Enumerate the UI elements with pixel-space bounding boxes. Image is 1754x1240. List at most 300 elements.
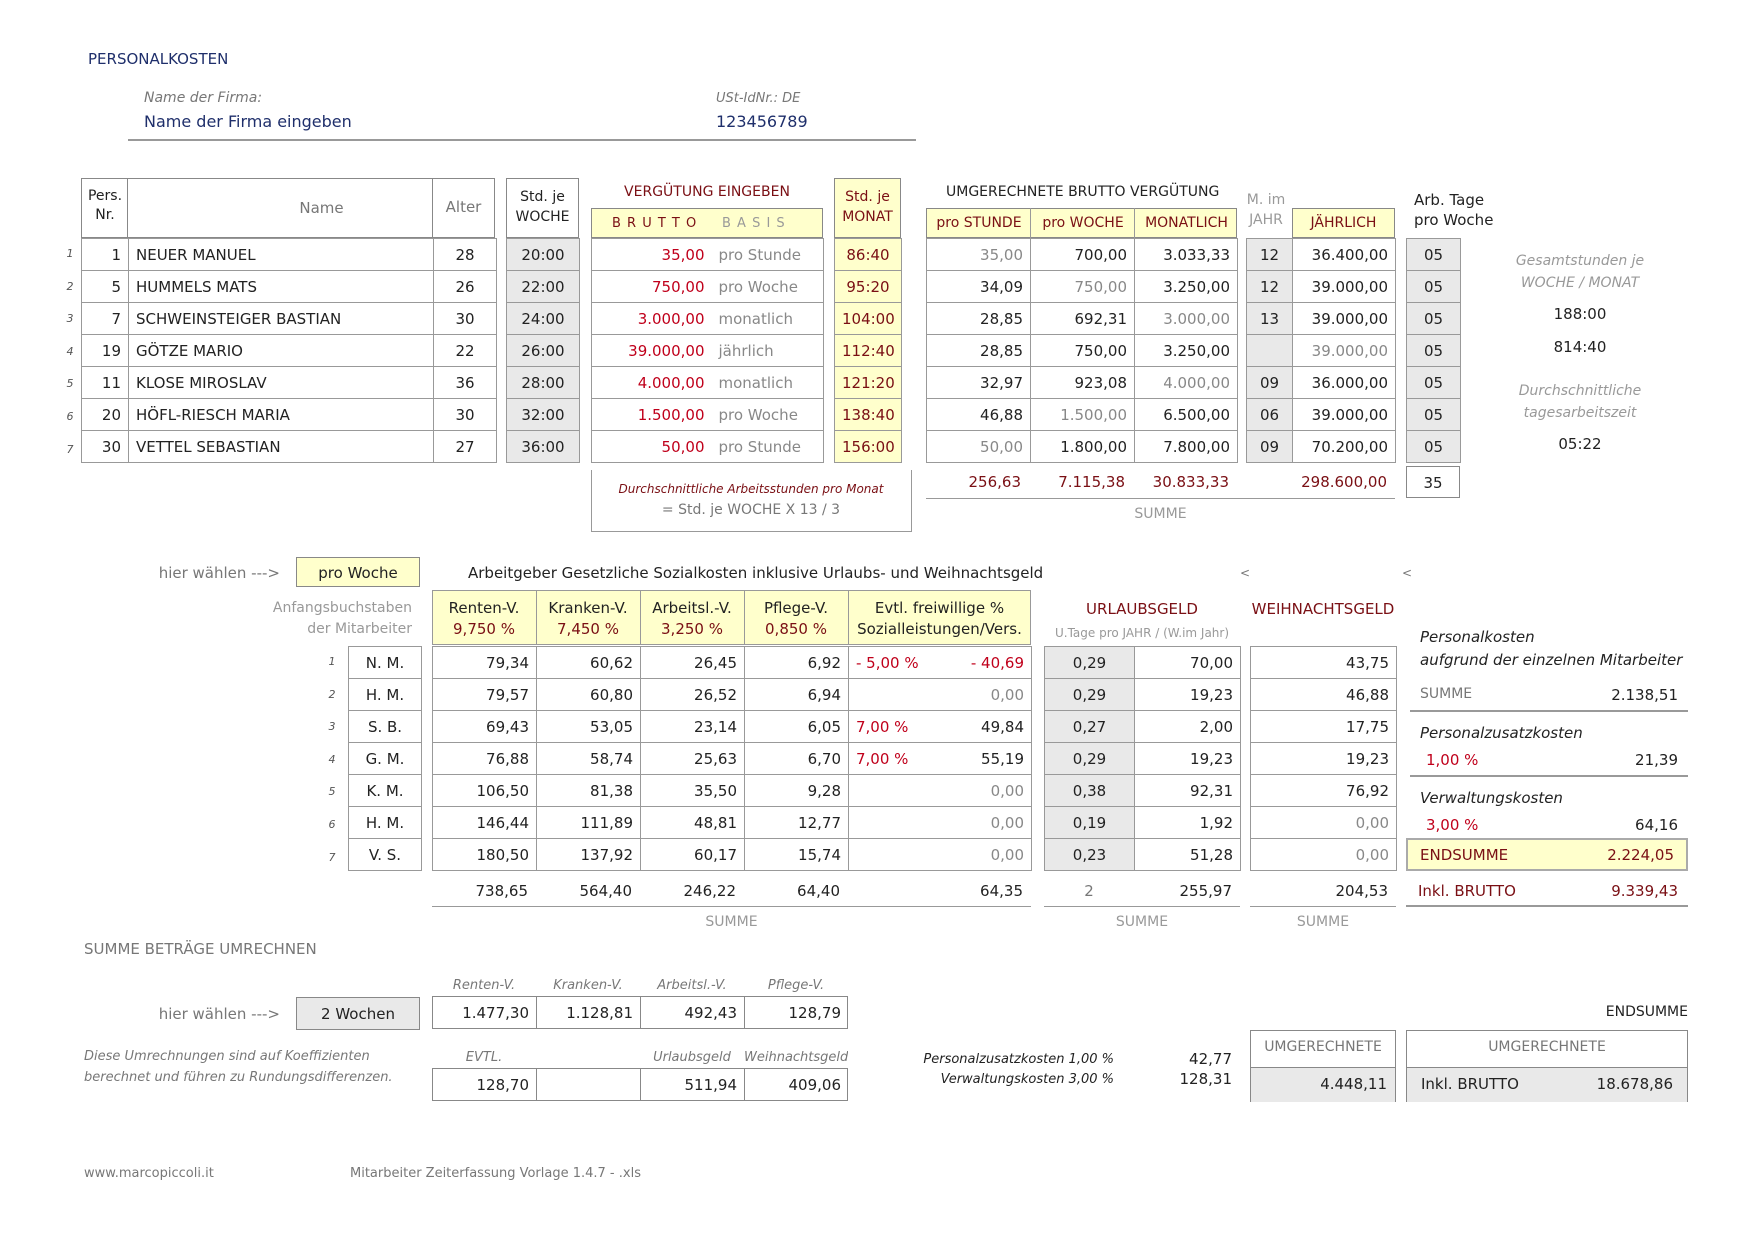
table-row [433,647,1032,679]
jaehrlich-cell: 70.200,00 [1293,431,1396,463]
arb-tage-cell[interactable]: 05 [1407,367,1461,399]
umgerechnete-header [926,208,1237,238]
arbeitsl-cell: 60,17 [641,839,745,871]
monatlich-cell: 3.250,00 [1135,335,1238,367]
kranken-cell: 111,89 [537,807,641,839]
sum-renten: 738,65 [475,882,528,900]
header-monatlich: MONATLICH [1145,215,1228,231]
table-row [835,399,902,431]
header-basis: B A S I S [722,216,786,231]
urlaub-cell: 19,23 [1135,679,1241,711]
sum-kranken: 564,40 [579,882,632,900]
urlaub-tage-cell: 0,29 [1045,743,1135,775]
sum-weihn: 204,53 [1335,882,1388,900]
betrag-cell[interactable]: 39.000,00 [592,335,712,367]
verwaltung-value: 64,16 [1635,816,1678,834]
weihn-cell: 0,00 [1251,839,1397,871]
std-woche-cell[interactable]: 26:00 [507,335,580,367]
table-row [82,399,497,431]
betrag-cell[interactable]: 1.500,00 [592,399,712,431]
row-index: 7 [328,850,336,864]
initials-cell: V. S. [349,839,422,871]
table-row [592,271,824,303]
b-evtl: 128,70 [476,1076,529,1094]
std-monat-cell: 112:40 [835,335,902,367]
alter-cell: 28 [434,239,497,271]
table-row [1407,303,1461,335]
table-row [82,431,497,463]
renten-cell: 180,50 [433,839,537,871]
m-jahr-cell[interactable] [1247,335,1293,367]
basis-cell[interactable]: jährlich [712,335,824,367]
header-std-monat: Std. je MONAT [834,178,901,238]
arb-tage-table [1406,238,1461,463]
hier-waehlen-label-2: hier wählen ---> [158,1005,280,1023]
name-cell[interactable]: GÖTZE MARIO [129,335,434,367]
weihn-cell: 0,00 [1251,807,1397,839]
durchschnitt-label: Durchschnittliche tagesarbeitszeit [1518,383,1642,421]
header-umgerechnete: UMGERECHNETE BRUTTO VERGÜTUNG [946,184,1220,200]
row-index: 3 [328,720,336,734]
b-zusatz-value: 42,77 [1189,1050,1232,1068]
m-jahr-cell[interactable]: 12 [1247,239,1293,271]
monatlich-cell: 3.250,00 [1135,271,1238,303]
b-urlaub: 511,94 [684,1076,737,1094]
pers-nr-cell: 5 [82,271,129,303]
basis-cell[interactable]: pro Stunde [712,431,824,463]
pro-woche-cell: 1.800,00 [1031,431,1135,463]
summe-label-mid: SUMME [705,914,758,930]
b-header-weihn: Weihnachtsgeld [744,1050,848,1065]
row-index: 6 [66,410,74,423]
row-index: 2 [66,279,74,293]
table-row [433,743,1032,775]
header-pers: Pers. Nr. [87,188,123,223]
evtl-pct-cell[interactable] [849,775,934,807]
betrag-cell[interactable]: 50,00 [592,431,712,463]
summe-label-urlaub: SUMME [1115,914,1169,930]
std-woche-table [506,238,580,463]
table-row [1045,711,1241,743]
pro-woche-cell: 1.500,00 [1031,399,1135,431]
pflege-cell: 6,05 [745,711,849,743]
zusatzkosten-pct[interactable]: 1,00 % [1426,751,1479,769]
urlaub-cell: 1,92 [1135,807,1241,839]
row-index: 1 [328,655,336,668]
header-kranken: Kranken-V. 7,450 % [548,599,628,638]
endsumme-label: ENDSUMME [1420,846,1509,864]
pflege-cell: 9,28 [745,775,849,807]
sum-pro-woche: 7.115,38 [1058,473,1125,491]
urlaub-tage-cell: 0,29 [1045,679,1135,711]
sozialkosten-caption: Arbeitgeber Gesetzliche Sozialkosten inklusive Urlaubs- und Weihnachtsgeld [468,564,1044,582]
table-row [1247,239,1396,271]
summe-label-top: SUMME [1134,506,1187,522]
monatlich-cell: 3.033,33 [1135,239,1238,271]
arb-tage-cell[interactable]: 05 [1407,303,1461,335]
table-row [1251,679,1397,711]
table-row [349,775,422,807]
endsumme-box [1406,838,1688,871]
sum-arbeitsl: 246,22 [683,882,736,900]
table-row [927,335,1238,367]
header-jaehrlich: JÄHRLICH [1292,208,1395,238]
evtl-pct-cell[interactable] [849,839,934,871]
monatlich-cell: 6.500,00 [1135,399,1238,431]
table-row [507,271,580,303]
table-row [433,807,1032,839]
table-row [592,239,824,271]
pro-stunde-cell: 34,09 [927,271,1031,303]
renten-cell: 79,57 [433,679,537,711]
table-row [1251,775,1397,807]
b-verw-label: Verwaltungskosten 3,00 % [940,1072,1114,1087]
sum-urlaub-tage: 2 [1084,882,1094,900]
arbeitsl-cell: 35,50 [641,775,745,807]
name-cell[interactable]: NEUER MANUEL [129,239,434,271]
initials-table [348,646,422,871]
header-brutto: B R U T T O [612,216,698,231]
alter-cell: 27 [434,431,497,463]
b-pflege: 128,79 [788,1004,841,1022]
std-monat-cell: 95:20 [835,271,902,303]
urlaub-cell: 2,00 [1135,711,1241,743]
sum-pflege: 64,40 [797,882,840,900]
table-row [1247,431,1396,463]
vat-label: USt-IdNr.: DE [716,91,801,106]
personalkosten-label: Personalkosten aufgrund der einzelnen Mitarbeiter [1420,628,1683,669]
basis-cell[interactable]: pro Woche [712,399,824,431]
jaehrlich-cell: 36.000,00 [1293,367,1396,399]
note-arbeitsstunden: Durchschnittliche Arbeitsstunden pro Monat [618,482,884,496]
header-weihnachtsgeld: WEIHNACHTSGELD [1251,600,1395,618]
inkl-brutto-label: Inkl. BRUTTO [1418,882,1516,900]
jaehrlich-cell: 39.000,00 [1293,271,1396,303]
renten-cell: 69,43 [433,711,537,743]
table-row [1407,431,1461,463]
table-row [433,679,1032,711]
urlaub-table [1044,646,1241,871]
evtl-pct-cell[interactable]: 7,00 % [849,711,934,743]
table-row [507,239,580,271]
pro-stunde-cell: 46,88 [927,399,1031,431]
arbeitsl-cell: 26,52 [641,679,745,711]
std-woche-cell[interactable]: 24:00 [507,303,580,335]
b-verw-value: 128,31 [1179,1070,1232,1088]
table-row [1247,335,1396,367]
table-row [835,431,902,463]
b-endsumme-label: ENDSUMME [1605,1004,1688,1020]
basis-cell[interactable]: pro Stunde [712,239,824,271]
std-monat-table [834,238,902,463]
zusatzkosten-value: 21,39 [1635,751,1678,769]
table-row [349,647,422,679]
header-pro-woche: pro WOCHE [1042,215,1124,231]
table-row [1247,271,1396,303]
pro-woche-cell: 700,00 [1031,239,1135,271]
right-summe-label: SUMME [1420,686,1473,702]
table-row [927,271,1238,303]
sum-monatlich: 30.833,33 [1152,473,1229,491]
urlaub-cell: 51,28 [1135,839,1241,871]
row-index: 3 [66,312,74,326]
row-index: 4 [328,752,336,766]
header-underline [128,139,916,141]
alter-cell: 26 [434,271,497,303]
period-select[interactable]: pro Woche [296,557,420,587]
gesamtstunden-woche: 188:00 [1553,305,1607,323]
table-row [835,367,902,399]
right-summe-value: 2.138,51 [1611,686,1678,704]
table-row [1407,239,1461,271]
header-pro-stunde: pro STUNDE [936,215,1022,231]
pro-woche-cell: 692,31 [1031,303,1135,335]
betrag-cell[interactable]: 750,00 [592,271,712,303]
table-row [433,711,1032,743]
arb-tage-cell[interactable]: 05 [1407,271,1461,303]
table-row [1251,711,1397,743]
table-row [927,303,1238,335]
table-row [1247,367,1396,399]
footer-doc: Mitarbeiter Zeiterfassung Vorlage 1.4.7 - .xls [350,1166,641,1181]
initials-cell: S. B. [349,711,422,743]
weihn-cell: 17,75 [1251,711,1397,743]
evtl-pct-cell[interactable] [849,679,934,711]
kranken-cell: 53,05 [537,711,641,743]
arb-tage-cell[interactable]: 05 [1407,431,1461,463]
std-monat-cell: 104:00 [835,303,902,335]
initials-cell: H. M. [349,807,422,839]
b-weihn: 409,06 [788,1076,841,1094]
vat-id-field[interactable]: 123456789 [716,112,808,131]
umgerechnete-box [1250,1030,1396,1102]
brutto-basis-header [591,208,823,238]
arb-tage-cell[interactable]: 05 [1407,335,1461,367]
table-row [507,431,580,463]
table-row [835,271,902,303]
table-row [1251,647,1397,679]
b-header-kranken: Kranken-V. [553,978,623,993]
table-row [349,711,422,743]
basis-cell[interactable]: monatlich [712,303,824,335]
std-woche-cell[interactable]: 28:00 [507,367,580,399]
pro-stunde-cell: 35,00 [927,239,1031,271]
m-jahr-cell[interactable]: 13 [1247,303,1293,335]
table-row [82,303,497,335]
evtl-cell: 0,00 [934,807,1032,839]
table-row [1247,399,1396,431]
std-woche-cell[interactable]: 20:00 [507,239,580,271]
table-row [507,399,580,431]
std-monat-cell: 86:40 [835,239,902,271]
table-row [927,239,1238,271]
table-row [1407,335,1461,367]
name-cell[interactable]: HÖFL-RIESCH MARIA [129,399,434,431]
renten-cell: 106,50 [433,775,537,807]
table-row [349,807,422,839]
name-cell[interactable]: VETTEL SEBASTIAN [129,431,434,463]
std-woche-cell[interactable]: 32:00 [507,399,580,431]
table-row [1407,271,1461,303]
m-jahr-cell[interactable]: 09 [1247,367,1293,399]
evtl-pct-cell[interactable]: - 5,00 % [849,647,934,679]
std-woche-cell[interactable]: 36:00 [507,431,580,463]
evtl-cell: 55,19 [934,743,1032,775]
std-woche-cell[interactable]: 22:00 [507,271,580,303]
m-jahr-cell[interactable]: 12 [1247,271,1293,303]
std-monat-cell: 138:40 [835,399,902,431]
evtl-pct-cell[interactable]: 7,00 % [849,743,934,775]
arbeitsl-cell: 26,45 [641,647,745,679]
b-header-renten: Renten-V. [452,978,516,993]
table-row [1045,679,1241,711]
table-row [835,335,902,367]
table-row [592,399,824,431]
table-row [1407,367,1461,399]
table-row [1045,743,1241,775]
umgerechnete-table [926,238,1238,463]
table-row [1251,743,1397,775]
row-index: 5 [328,785,336,799]
b-umger-value: 4.448,11 [1320,1075,1387,1093]
urlaub-cell: 19,23 [1135,743,1241,775]
monatlich-cell: 4.000,00 [1135,367,1238,399]
weihn-cell: 46,88 [1251,679,1397,711]
renten-cell: 79,34 [433,647,537,679]
evtl-pct-cell[interactable] [849,807,934,839]
b-header-evtl: EVTL. [465,1050,503,1065]
m-jahr-cell[interactable]: 09 [1247,431,1293,463]
initials-cell: H. M. [349,679,422,711]
b-inkl-label: Inkl. BRUTTO [1421,1075,1519,1093]
arb-tage-cell[interactable]: 05 [1407,239,1461,271]
endsumme-value: 2.224,05 [1607,846,1674,864]
weihn-cell: 19,23 [1251,743,1397,775]
table-row [82,271,497,303]
header-arbeitsl: Arbeitsl.-V. 3,250 % [652,599,732,638]
betrag-cell[interactable]: 35,00 [592,239,712,271]
table-row [507,335,580,367]
sozial-table [432,646,1032,871]
name-cell[interactable]: HUMMELS MATS [129,271,434,303]
b-header-urlaub: Urlaubsgeld [653,1050,731,1065]
firm-label: Name der Firma: [144,90,263,106]
umrechnen-select[interactable]: 2 Wochen [296,997,420,1030]
firm-name-field[interactable]: Name der Firma eingeben [144,112,352,131]
b-arbeitsl: 492,43 [684,1004,737,1022]
jaehrlich-cell: 39.000,00 [1293,303,1396,335]
pro-stunde-cell: 28,85 [927,303,1031,335]
pflege-cell: 12,77 [745,807,849,839]
table-row [1247,303,1396,335]
table-row [592,367,824,399]
table-row [592,303,824,335]
pers-nr-cell: 19 [82,335,129,367]
std-monat-cell: 156:00 [835,431,902,463]
marker-lt-1: < [1240,566,1251,580]
inkl-brutto-value: 9.339,43 [1611,882,1678,900]
alter-cell: 36 [434,367,497,399]
arbeitsl-cell: 25,63 [641,743,745,775]
verwaltung-pct[interactable]: 3,00 % [1426,816,1479,834]
row-index: 2 [328,687,336,701]
m-jahr-cell[interactable]: 06 [1247,399,1293,431]
initials-cell: G. M. [349,743,422,775]
b-renten: 1.477,30 [462,1004,529,1022]
sum-pro-stunde: 256,63 [968,473,1021,491]
betrag-cell[interactable]: 3.000,00 [592,303,712,335]
basis-cell[interactable]: monatlich [712,367,824,399]
b-header-arbeitsl: Arbeitsl.-V. [657,978,727,993]
renten-cell: 76,88 [433,743,537,775]
table-row [433,775,1032,807]
header-urlaubsgeld: URLAUBSGELD [1086,600,1198,618]
pflege-cell: 6,70 [745,743,849,775]
weihn-cell: 76,92 [1251,775,1397,807]
table-row [82,367,497,399]
jaehrlich-cell: 39.000,00 [1293,335,1396,367]
rundung-note: Diese Umrechnungen sind auf Koeffizienten berechnet und führen zu Rundungsdifferenzen. [84,1049,393,1085]
kranken-cell: 137,92 [537,839,641,871]
kranken-cell: 60,80 [537,679,641,711]
table-row [1045,839,1241,871]
employee-table [81,238,497,463]
hier-waehlen-label: hier wählen ---> [158,564,280,582]
row-index: 1 [66,247,74,260]
table-row [1251,839,1397,871]
evtl-cell: 0,00 [934,679,1032,711]
table-row [1045,807,1241,839]
header-pflege: Pflege-V. 0,850 % [763,599,829,638]
verwaltung-label: Verwaltungskosten [1420,789,1563,807]
kranken-cell: 81,38 [537,775,641,807]
evtl-cell: 0,00 [934,839,1032,871]
header-evtl: Evtl. freiwillige % Sozialleistungen/Vers. [857,599,1022,638]
kranken-cell: 60,62 [537,647,641,679]
betrag-cell[interactable]: 4.000,00 [592,367,712,399]
name-cell[interactable]: SCHWEINSTEIGER BASTIAN [129,303,434,335]
sum-urlaub: 255,97 [1179,882,1232,900]
table-row [349,839,422,871]
name-cell[interactable]: KLOSE MIROSLAV [129,367,434,399]
footer-site[interactable]: www.marcopiccoli.it [84,1166,214,1181]
table-row [433,839,1032,871]
header-arb-tage: Arb. Tage pro Woche [1414,191,1494,229]
arb-tage-cell[interactable]: 05 [1407,399,1461,431]
table-row [592,431,824,463]
basis-cell[interactable]: pro Woche [712,271,824,303]
row-index: 5 [66,377,74,391]
b-umger2-label: UMGERECHNETE [1488,1039,1606,1055]
urlaub-tage-cell: 0,29 [1045,647,1135,679]
table-row [1407,399,1461,431]
table-row [835,303,902,335]
table-row [349,743,422,775]
pflege-cell: 6,92 [745,647,849,679]
row-index: 7 [66,442,74,456]
header-name: Name [299,199,344,217]
pro-stunde-cell: 50,00 [927,431,1031,463]
table-row [507,367,580,399]
b-zusatz-label: Personalzusatzkosten 1,00 % [923,1052,1114,1067]
urlaub-tage-cell: 0,27 [1045,711,1135,743]
table-row [927,367,1238,399]
table-row [82,239,497,271]
inkl-brutto-box [1406,1030,1688,1102]
gesamtstunden-label: Gesamtstunden je WOCHE / MONAT [1515,253,1645,291]
header-verguetung: VERGÜTUNG EINGEBEN [624,184,790,200]
urlaub-tage-cell: 0,38 [1045,775,1135,807]
